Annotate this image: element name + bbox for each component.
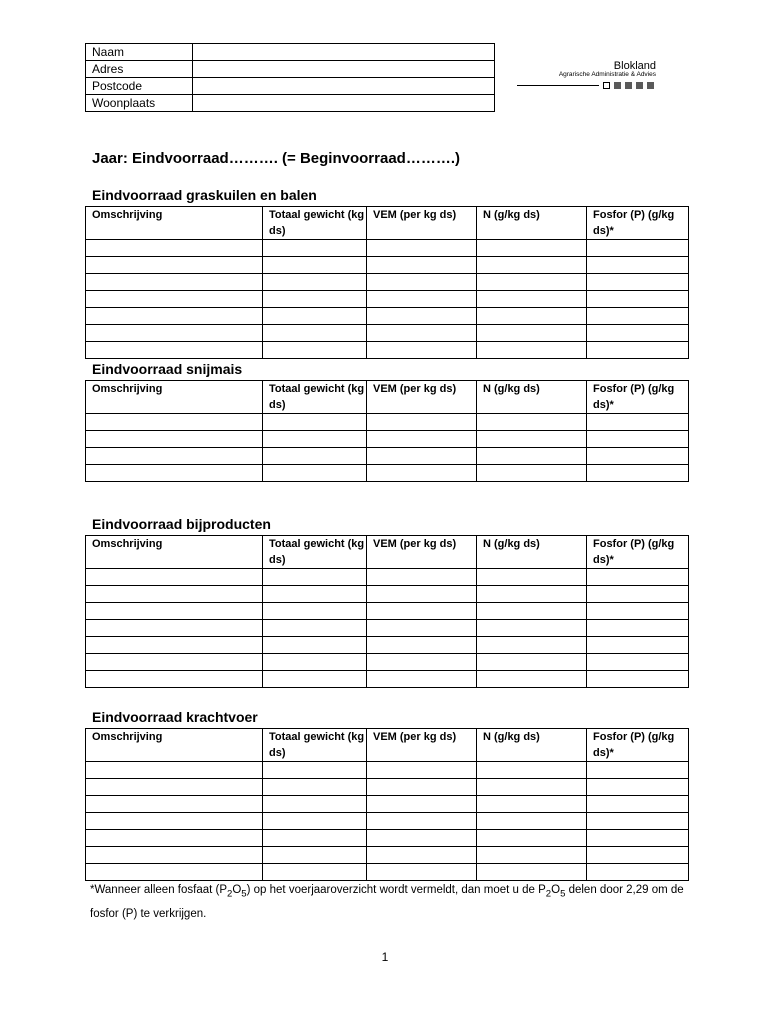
table-cell[interactable] bbox=[263, 414, 367, 431]
table-row bbox=[86, 830, 689, 847]
table-row bbox=[86, 654, 689, 671]
table-cell[interactable] bbox=[587, 569, 689, 586]
table-cell[interactable] bbox=[263, 465, 367, 482]
table-row bbox=[86, 813, 689, 830]
table-cell[interactable] bbox=[587, 342, 689, 359]
table-graskuilen bbox=[85, 206, 689, 359]
table-cell[interactable] bbox=[477, 779, 587, 796]
table-cell[interactable] bbox=[367, 308, 477, 325]
page-number: 1 bbox=[381, 950, 389, 964]
table-row bbox=[86, 274, 689, 291]
col-fosfor: Fosfor (P) (g/kg ds)* bbox=[587, 207, 689, 240]
table-cell[interactable] bbox=[86, 637, 263, 654]
table-cell[interactable] bbox=[263, 830, 367, 847]
table-cell[interactable] bbox=[86, 448, 263, 465]
postcode-field[interactable] bbox=[193, 78, 495, 95]
logo-line bbox=[517, 85, 599, 86]
table-row bbox=[86, 240, 689, 257]
col-n: N (g/kg ds) bbox=[477, 536, 587, 569]
table-cell[interactable] bbox=[86, 342, 263, 359]
col-vem: VEM (per kg ds) bbox=[367, 536, 477, 569]
table-row bbox=[86, 465, 689, 482]
table-cell[interactable] bbox=[587, 257, 689, 274]
table-row bbox=[86, 325, 689, 342]
table-cell[interactable] bbox=[263, 671, 367, 688]
table-row bbox=[86, 308, 689, 325]
table-cell[interactable] bbox=[263, 796, 367, 813]
table-bijproducten bbox=[85, 535, 689, 688]
table-cell[interactable] bbox=[587, 448, 689, 465]
table-krachtvoer bbox=[85, 728, 689, 881]
table-cell[interactable] bbox=[477, 813, 587, 830]
table-cell[interactable] bbox=[477, 847, 587, 864]
header-row bbox=[86, 536, 689, 569]
table-cell[interactable] bbox=[367, 431, 477, 448]
logo-square bbox=[625, 82, 632, 89]
table-cell[interactable] bbox=[86, 431, 263, 448]
table-cell[interactable] bbox=[367, 586, 477, 603]
table-cell[interactable] bbox=[587, 796, 689, 813]
table-cell[interactable] bbox=[587, 671, 689, 688]
table-cell[interactable] bbox=[263, 603, 367, 620]
table-cell[interactable] bbox=[263, 291, 367, 308]
table-cell[interactable] bbox=[263, 240, 367, 257]
section-title-graskuilen: Eindvoorraad graskuilen en balen bbox=[92, 187, 317, 203]
col-totaal-gewicht: Totaal gewicht (kg ds) bbox=[263, 536, 367, 569]
name-row bbox=[86, 44, 495, 61]
table-cell[interactable] bbox=[367, 671, 477, 688]
table-cell[interactable] bbox=[86, 291, 263, 308]
table-cell[interactable] bbox=[367, 847, 477, 864]
table-cell[interactable] bbox=[587, 620, 689, 637]
table-cell[interactable] bbox=[86, 240, 263, 257]
table-cell[interactable] bbox=[587, 586, 689, 603]
table-cell[interactable] bbox=[367, 414, 477, 431]
table-cell[interactable] bbox=[86, 671, 263, 688]
section-title-snijmais: Eindvoorraad snijmais bbox=[92, 361, 243, 377]
table-row bbox=[86, 620, 689, 637]
footnote-text: delen door 2,29 om de fosfor (P) te verkrijgen. bbox=[90, 884, 684, 921]
table-cell[interactable] bbox=[477, 291, 587, 308]
table-cell[interactable] bbox=[367, 603, 477, 620]
table-cell[interactable] bbox=[477, 796, 587, 813]
table-cell[interactable] bbox=[86, 830, 263, 847]
table-cell[interactable] bbox=[477, 448, 587, 465]
table-row bbox=[86, 637, 689, 654]
col-omschrijving: Omschrijving bbox=[86, 729, 263, 762]
table-cell[interactable] bbox=[367, 465, 477, 482]
col-omschrijving: Omschrijving bbox=[86, 536, 263, 569]
table-cell[interactable] bbox=[263, 586, 367, 603]
postcode-label: Postcode bbox=[86, 78, 193, 95]
table-row bbox=[86, 864, 689, 881]
table-cell[interactable] bbox=[86, 569, 263, 586]
table-cell[interactable] bbox=[367, 569, 477, 586]
table-row bbox=[86, 414, 689, 431]
table-row bbox=[86, 257, 689, 274]
table-cell[interactable] bbox=[367, 654, 477, 671]
table-cell[interactable] bbox=[263, 342, 367, 359]
table-cell[interactable] bbox=[477, 308, 587, 325]
table-row bbox=[86, 342, 689, 359]
table-cell[interactable] bbox=[477, 569, 587, 586]
table-cell[interactable] bbox=[367, 779, 477, 796]
table-cell[interactable] bbox=[587, 414, 689, 431]
table-cell[interactable] bbox=[86, 414, 263, 431]
table-row bbox=[86, 603, 689, 620]
table-cell[interactable] bbox=[86, 308, 263, 325]
table-cell[interactable] bbox=[367, 448, 477, 465]
table-row bbox=[86, 586, 689, 603]
logo-square bbox=[614, 82, 621, 89]
table-cell[interactable] bbox=[86, 847, 263, 864]
table-cell[interactable] bbox=[86, 603, 263, 620]
col-fosfor: Fosfor (P) (g/kg ds)* bbox=[587, 381, 689, 414]
table-cell[interactable] bbox=[477, 274, 587, 291]
table-cell[interactable] bbox=[263, 308, 367, 325]
footnote bbox=[90, 880, 690, 924]
logo-square bbox=[636, 82, 643, 89]
table-cell[interactable] bbox=[587, 465, 689, 482]
table-cell[interactable] bbox=[477, 414, 587, 431]
footnote-text: O bbox=[232, 884, 242, 896]
table-cell[interactable] bbox=[587, 431, 689, 448]
table-cell[interactable] bbox=[587, 240, 689, 257]
col-fosfor: Fosfor (P) (g/kg ds)* bbox=[587, 729, 689, 762]
table-cell[interactable] bbox=[86, 813, 263, 830]
col-fosfor: Fosfor (P) (g/kg ds)* bbox=[587, 536, 689, 569]
col-vem: VEM (per kg ds) bbox=[367, 381, 477, 414]
postcode-row bbox=[86, 78, 495, 95]
contact-info-table bbox=[85, 43, 495, 112]
table-cell[interactable] bbox=[263, 431, 367, 448]
table-cell[interactable] bbox=[86, 779, 263, 796]
table-row bbox=[86, 448, 689, 465]
table-cell[interactable] bbox=[367, 240, 477, 257]
table-row bbox=[86, 291, 689, 308]
table-cell[interactable] bbox=[587, 864, 689, 881]
city-field[interactable] bbox=[193, 95, 495, 112]
table-cell[interactable] bbox=[477, 586, 587, 603]
table-cell[interactable] bbox=[587, 637, 689, 654]
table-cell[interactable] bbox=[263, 569, 367, 586]
footnote-text: O bbox=[551, 884, 561, 896]
header-row bbox=[86, 207, 689, 240]
table-cell[interactable] bbox=[587, 813, 689, 830]
table-cell[interactable] bbox=[587, 779, 689, 796]
table-cell[interactable] bbox=[86, 796, 263, 813]
table-cell[interactable] bbox=[367, 796, 477, 813]
table-row bbox=[86, 847, 689, 864]
logo-name: Blokland bbox=[613, 60, 656, 72]
section-title-bijproducten: Eindvoorraad bijproducten bbox=[92, 516, 271, 532]
header-row bbox=[86, 729, 689, 762]
col-vem: VEM (per kg ds) bbox=[367, 729, 477, 762]
col-omschrijving: Omschrijving bbox=[86, 381, 263, 414]
col-n: N (g/kg ds) bbox=[477, 381, 587, 414]
col-totaal-gewicht: Totaal gewicht (kg ds) bbox=[263, 729, 367, 762]
col-totaal-gewicht: Totaal gewicht (kg ds) bbox=[263, 207, 367, 240]
logo-subtitle: Agrarische Administratie & Advies bbox=[558, 71, 656, 78]
table-cell[interactable] bbox=[367, 830, 477, 847]
table-cell[interactable] bbox=[477, 325, 587, 342]
table-cell[interactable] bbox=[477, 671, 587, 688]
footnote-text: *Wanneer alleen fosfaat (P bbox=[90, 884, 228, 896]
table-cell[interactable] bbox=[477, 465, 587, 482]
col-omschrijving: Omschrijving bbox=[86, 207, 263, 240]
table-cell[interactable] bbox=[86, 586, 263, 603]
name-label: Naam bbox=[86, 44, 193, 61]
table-cell[interactable] bbox=[263, 325, 367, 342]
table-cell[interactable] bbox=[587, 274, 689, 291]
table-cell[interactable] bbox=[263, 864, 367, 881]
table-cell[interactable] bbox=[477, 603, 587, 620]
table-row bbox=[86, 796, 689, 813]
table-cell[interactable] bbox=[587, 291, 689, 308]
table-cell[interactable] bbox=[367, 274, 477, 291]
table-cell[interactable] bbox=[263, 813, 367, 830]
table-cell[interactable] bbox=[86, 762, 263, 779]
table-cell[interactable] bbox=[86, 620, 263, 637]
table-cell[interactable] bbox=[263, 620, 367, 637]
page-title: Jaar: Eindvoorraad………. (= Beginvoorraad……….) bbox=[92, 150, 460, 167]
col-vem: VEM (per kg ds) bbox=[367, 207, 477, 240]
table-cell[interactable] bbox=[86, 654, 263, 671]
footnote-text: ) op het voerjaaroverzicht wordt vermeldt, dan moet u de P bbox=[246, 884, 546, 896]
table-row bbox=[86, 779, 689, 796]
address-label: Adres bbox=[86, 61, 193, 78]
blokland-logo bbox=[515, 60, 660, 92]
table-cell[interactable] bbox=[477, 620, 587, 637]
table-cell[interactable] bbox=[263, 654, 367, 671]
footnote-subscript: 2 bbox=[545, 888, 552, 900]
table-row bbox=[86, 762, 689, 779]
table-cell[interactable] bbox=[477, 830, 587, 847]
table-row bbox=[86, 671, 689, 688]
name-field[interactable] bbox=[193, 44, 495, 61]
col-n: N (g/kg ds) bbox=[477, 729, 587, 762]
table-snijmais bbox=[85, 380, 689, 482]
table-cell[interactable] bbox=[367, 620, 477, 637]
table-cell[interactable] bbox=[263, 274, 367, 291]
table-cell[interactable] bbox=[477, 637, 587, 654]
table-cell[interactable] bbox=[587, 654, 689, 671]
city-label: Woonplaats bbox=[86, 95, 193, 112]
table-cell[interactable] bbox=[477, 762, 587, 779]
table-cell[interactable] bbox=[367, 291, 477, 308]
address-field[interactable] bbox=[193, 61, 495, 78]
table-row bbox=[86, 569, 689, 586]
table-cell[interactable] bbox=[587, 762, 689, 779]
col-totaal-gewicht: Totaal gewicht (kg ds) bbox=[263, 381, 367, 414]
table-cell[interactable] bbox=[367, 762, 477, 779]
table-row bbox=[86, 431, 689, 448]
table-cell[interactable] bbox=[86, 274, 263, 291]
city-row bbox=[86, 95, 495, 112]
table-cell[interactable] bbox=[263, 762, 367, 779]
table-cell[interactable] bbox=[367, 864, 477, 881]
table-cell[interactable] bbox=[367, 342, 477, 359]
table-cell[interactable] bbox=[86, 325, 263, 342]
table-cell[interactable] bbox=[86, 465, 263, 482]
table-cell[interactable] bbox=[86, 257, 263, 274]
table-cell[interactable] bbox=[477, 257, 587, 274]
table-cell[interactable] bbox=[477, 342, 587, 359]
table-cell[interactable] bbox=[367, 257, 477, 274]
logo-square bbox=[647, 82, 654, 89]
table-cell[interactable] bbox=[367, 325, 477, 342]
table-cell[interactable] bbox=[477, 864, 587, 881]
table-cell[interactable] bbox=[477, 654, 587, 671]
logo-square-outline bbox=[603, 82, 610, 89]
table-cell[interactable] bbox=[587, 308, 689, 325]
table-cell[interactable] bbox=[263, 637, 367, 654]
table-cell[interactable] bbox=[587, 325, 689, 342]
table-cell[interactable] bbox=[263, 847, 367, 864]
table-cell[interactable] bbox=[367, 637, 477, 654]
table-cell[interactable] bbox=[263, 448, 367, 465]
table-cell[interactable] bbox=[587, 830, 689, 847]
table-cell[interactable] bbox=[263, 779, 367, 796]
table-cell[interactable] bbox=[367, 813, 477, 830]
footnote-subscript: 5 bbox=[241, 888, 247, 900]
table-cell[interactable] bbox=[587, 603, 689, 620]
section-title-krachtvoer: Eindvoorraad krachtvoer bbox=[92, 709, 258, 725]
footnote-subscript: 2 bbox=[227, 888, 233, 900]
table-cell[interactable] bbox=[477, 431, 587, 448]
footnote-subscript: 5 bbox=[560, 888, 566, 900]
table-cell[interactable] bbox=[587, 847, 689, 864]
table-cell[interactable] bbox=[86, 864, 263, 881]
table-cell[interactable] bbox=[477, 240, 587, 257]
address-row bbox=[86, 61, 495, 78]
header-row bbox=[86, 381, 689, 414]
col-n: N (g/kg ds) bbox=[477, 207, 587, 240]
table-cell[interactable] bbox=[263, 257, 367, 274]
